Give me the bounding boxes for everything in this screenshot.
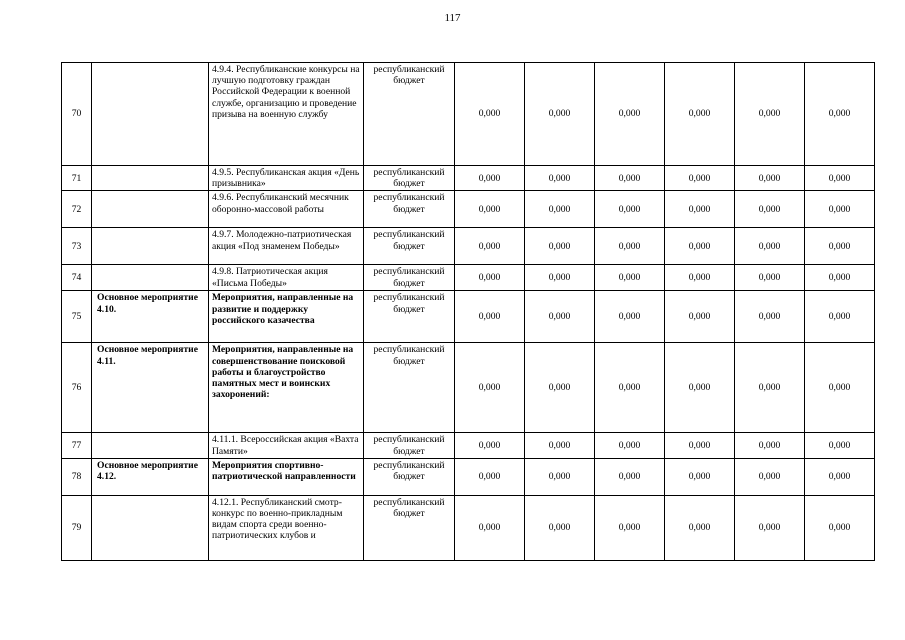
row-number-cell: 75 <box>62 291 92 343</box>
value-cell: 0,000 <box>735 495 805 560</box>
value-cell: 0,000 <box>455 458 525 495</box>
row-number-cell: 78 <box>62 458 92 495</box>
value-cell: 0,000 <box>595 166 665 191</box>
value-cell: 0,000 <box>525 265 595 291</box>
row-number-cell: 79 <box>62 495 92 560</box>
row-number-cell: 70 <box>62 63 92 166</box>
value-cell: 0,000 <box>735 191 805 228</box>
funding-source-cell: республиканский бюджет <box>364 63 455 166</box>
activity-name-cell: 4.9.7. Молодежно-патриотическая акция «Под знаменем Победы» <box>209 228 364 265</box>
value-cell: 0,000 <box>525 433 595 458</box>
main-activity-cell <box>92 495 209 560</box>
value-cell: 0,000 <box>665 495 735 560</box>
value-cell: 0,000 <box>665 291 735 343</box>
row-number-cell: 73 <box>62 228 92 265</box>
funding-source-cell: республиканский бюджет <box>364 458 455 495</box>
value-cell: 0,000 <box>805 495 875 560</box>
activity-name-cell: Мероприятия, направленные на развитие и поддержку российского казачества <box>209 291 364 343</box>
value-cell: 0,000 <box>665 63 735 166</box>
value-cell: 0,000 <box>735 343 805 433</box>
table-row <box>62 166 875 191</box>
value-cell: 0,000 <box>595 433 665 458</box>
table-row <box>62 191 875 228</box>
budget-table <box>61 62 875 561</box>
value-cell: 0,000 <box>805 191 875 228</box>
value-cell: 0,000 <box>805 228 875 265</box>
row-number-cell: 76 <box>62 343 92 433</box>
activity-name-cell: 4.11.1. Всероссийская акция «Вахта Памяти» <box>209 433 364 458</box>
funding-source-cell: республиканский бюджет <box>364 228 455 265</box>
funding-source-cell: республиканский бюджет <box>364 343 455 433</box>
funding-source-cell: республиканский бюджет <box>364 166 455 191</box>
value-cell: 0,000 <box>805 433 875 458</box>
page-number: 117 <box>444 12 461 24</box>
value-cell: 0,000 <box>805 343 875 433</box>
activity-name-cell: 4.9.5. Республиканская акция «День призывника» <box>209 166 364 191</box>
table-row <box>62 343 875 433</box>
main-activity-cell <box>92 191 209 228</box>
activity-name-cell: 4.9.8. Патриотическая акция «Письма Победы» <box>209 265 364 291</box>
value-cell: 0,000 <box>525 228 595 265</box>
value-cell: 0,000 <box>735 228 805 265</box>
activity-name-cell: Мероприятия, направленные на совершенствование поисковой работы и благоустройство памятных мест и воинских захоронений: <box>209 343 364 433</box>
value-cell: 0,000 <box>455 343 525 433</box>
value-cell: 0,000 <box>595 191 665 228</box>
activity-name-cell: Мероприятия спортивно-патриотической направленности <box>209 458 364 495</box>
row-number-cell: 74 <box>62 265 92 291</box>
table-row <box>62 265 875 291</box>
value-cell: 0,000 <box>665 343 735 433</box>
value-cell: 0,000 <box>735 63 805 166</box>
value-cell: 0,000 <box>525 495 595 560</box>
main-activity-cell: Основное мероприятие 4.12. <box>92 458 209 495</box>
main-activity-cell: Основное мероприятие 4.11. <box>92 343 209 433</box>
value-cell: 0,000 <box>525 191 595 228</box>
funding-source-cell: республиканский бюджет <box>364 265 455 291</box>
table-row <box>62 495 875 560</box>
value-cell: 0,000 <box>805 166 875 191</box>
value-cell: 0,000 <box>665 433 735 458</box>
value-cell: 0,000 <box>665 228 735 265</box>
value-cell: 0,000 <box>455 265 525 291</box>
value-cell: 0,000 <box>665 166 735 191</box>
table-row <box>62 291 875 343</box>
value-cell: 0,000 <box>595 343 665 433</box>
table-body <box>62 63 875 561</box>
value-cell: 0,000 <box>735 166 805 191</box>
funding-source-cell: республиканский бюджет <box>364 291 455 343</box>
main-activity-cell <box>92 166 209 191</box>
value-cell: 0,000 <box>665 265 735 291</box>
main-activity-cell <box>92 228 209 265</box>
value-cell: 0,000 <box>735 458 805 495</box>
value-cell: 0,000 <box>595 228 665 265</box>
value-cell: 0,000 <box>455 291 525 343</box>
funding-source-cell: республиканский бюджет <box>364 191 455 228</box>
value-cell: 0,000 <box>455 166 525 191</box>
value-cell: 0,000 <box>455 63 525 166</box>
value-cell: 0,000 <box>735 265 805 291</box>
main-activity-cell <box>92 63 209 166</box>
value-cell: 0,000 <box>595 63 665 166</box>
main-activity-cell <box>92 433 209 458</box>
value-cell: 0,000 <box>805 265 875 291</box>
value-cell: 0,000 <box>525 63 595 166</box>
value-cell: 0,000 <box>735 291 805 343</box>
table-row <box>62 228 875 265</box>
row-number-cell: 77 <box>62 433 92 458</box>
table-row <box>62 433 875 458</box>
value-cell: 0,000 <box>805 291 875 343</box>
activity-name-cell: 4.9.4. Республиканские конкурсы на лучшую подготовку граждан Российской Федерации к военной службе, организацию и проведение призыва на военную службу <box>209 63 364 166</box>
value-cell: 0,000 <box>525 343 595 433</box>
row-number-cell: 71 <box>62 166 92 191</box>
table-row <box>62 458 875 495</box>
main-activity-cell <box>92 265 209 291</box>
value-cell: 0,000 <box>595 495 665 560</box>
main-activity-cell: Основное мероприятие 4.10. <box>92 291 209 343</box>
value-cell: 0,000 <box>595 265 665 291</box>
value-cell: 0,000 <box>455 191 525 228</box>
activity-name-cell: 4.9.6. Республиканский месячник оборонно-массовой работы <box>209 191 364 228</box>
value-cell: 0,000 <box>805 458 875 495</box>
value-cell: 0,000 <box>665 191 735 228</box>
value-cell: 0,000 <box>595 458 665 495</box>
value-cell: 0,000 <box>455 228 525 265</box>
value-cell: 0,000 <box>665 458 735 495</box>
value-cell: 0,000 <box>735 433 805 458</box>
value-cell: 0,000 <box>525 291 595 343</box>
value-cell: 0,000 <box>455 495 525 560</box>
value-cell: 0,000 <box>525 166 595 191</box>
table-row <box>62 63 875 166</box>
funding-source-cell: республиканский бюджет <box>364 433 455 458</box>
funding-source-cell: республиканский бюджет <box>364 495 455 560</box>
value-cell: 0,000 <box>805 63 875 166</box>
activity-name-cell: 4.12.1. Республиканский смотр-конкурс по военно-прикладным видам спорта среди военно-патриотических клубов и <box>209 495 364 560</box>
row-number-cell: 72 <box>62 191 92 228</box>
value-cell: 0,000 <box>595 291 665 343</box>
value-cell: 0,000 <box>455 433 525 458</box>
value-cell: 0,000 <box>525 458 595 495</box>
